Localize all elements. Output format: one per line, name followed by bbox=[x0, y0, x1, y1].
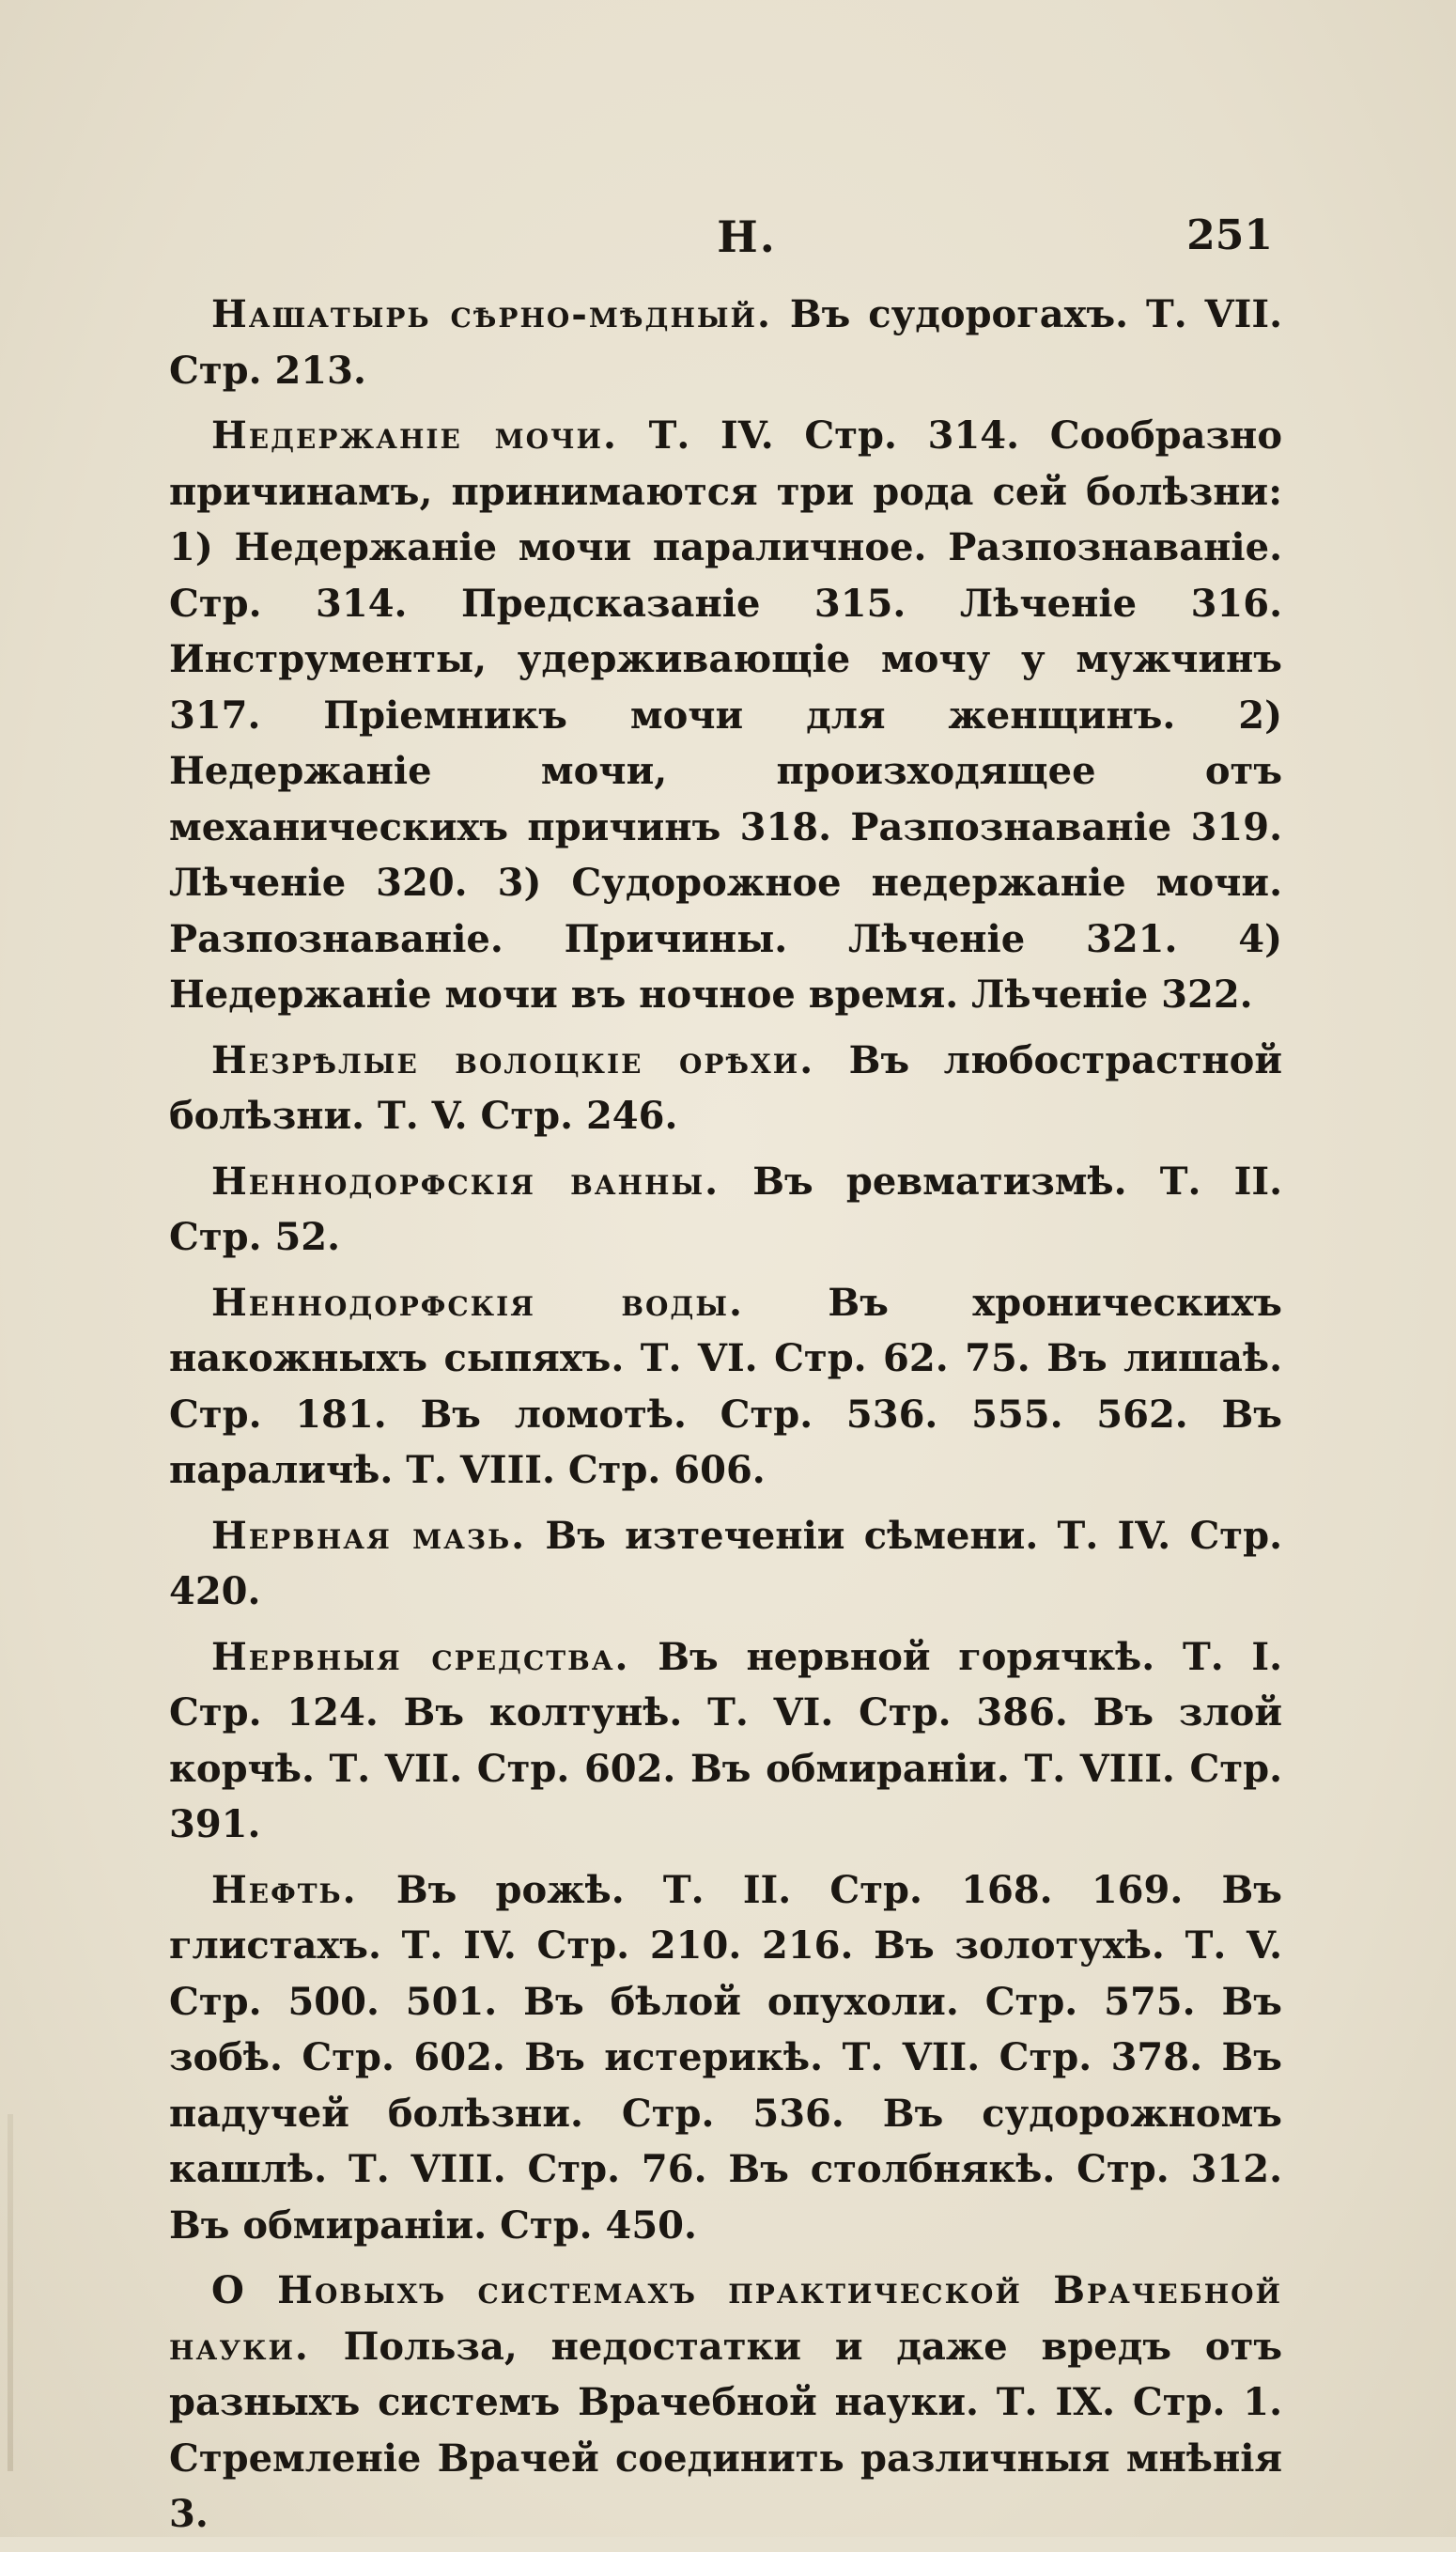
entry-text: Въ судорогахъ. Т. VII. Стр. 213. bbox=[169, 292, 1283, 393]
entry-text: Т. IV. Стр. 314. Сообразно причинамъ, принимаются три рода сей болѣзни: 1) Недержаніе мочи параличное. Разпознаваніе. Стр. 314. Предсказаніе 315. Лѣченіе 316. Инструменты, удерживающіе мочу у мужчинъ 317. Пріемникъ мочи для женщинъ. 2) Недержаніе мочи, произходящее отъ механическихъ причинъ 318. Разпознаваніе 319. Лѣченіе 320. 3) Судорожное недержаніе мочи. Разпознаваніе. Причины. Лѣченіе 321. 4) Недержаніе мочи въ ночное время. Лѣченіе 322. bbox=[169, 413, 1282, 1017]
entry-heading: Нервная мазь. bbox=[211, 1513, 527, 1558]
entry-heading: Недержаніе мочи. bbox=[211, 413, 618, 458]
section-letter: Н. bbox=[717, 211, 777, 262]
entry-text: Въ нервной горячкѣ. Т. I. Стр. 124. Въ колтунѣ. Т. VI. Стр. 386. Въ злой корчѣ. Т. VII. Стр. 602. Въ обмираніи. Т. VIII. Стр. 391. bbox=[169, 1634, 1282, 1846]
entry-text: Въ хроническихъ накожныхъ сыпяхъ. Т. VI. Стр. 62. 75. Въ лишаѣ. Стр. 181. Въ ломотѣ. Стр. 536. 555. 562. Въ параличѣ. Т. VIII. Стр. 606. bbox=[169, 1280, 1282, 1492]
index-text bbox=[169, 287, 1282, 2552]
index-entry bbox=[169, 1154, 1282, 1266]
index-entry bbox=[169, 287, 1282, 398]
entry-text: Въ ревматизмѣ. Т. II. Стр. 52. bbox=[169, 1159, 1283, 1259]
running-header bbox=[211, 211, 1282, 277]
entry-text: Польза, недостатки и даже вредъ отъ разныхъ системъ Врачебной науки. Т. IX. Стр. 1. Стремленіе Врачей соединить различныя мнѣнія 3. bbox=[169, 2324, 1282, 2536]
entry-heading: Нефть. bbox=[211, 1867, 358, 1912]
index-entry bbox=[169, 1629, 1282, 1853]
entry-heading: Нервныя средства. bbox=[211, 1634, 630, 1679]
index-entry bbox=[169, 1862, 1282, 2254]
entry-heading: Нашатырь сѣрно-мѣдный. bbox=[211, 292, 772, 336]
margin-edge bbox=[8, 2114, 13, 2471]
entry-text: Въ любострастной болѣзни. Т. V. Стр. 246. bbox=[169, 1037, 1282, 1138]
entry-text: Въ изтеченіи сѣмени. Т. IV. Стр. 420. bbox=[169, 1513, 1282, 1613]
index-entry bbox=[169, 1275, 1282, 1499]
entry-heading: Неннодорфскія ванны. bbox=[211, 1159, 720, 1204]
index-entry bbox=[169, 1033, 1282, 1144]
entry-heading: О Новыхъ системахъ практической Врачебной науки. bbox=[169, 2268, 1282, 2369]
entry-heading: Неннодорфскія воды. bbox=[211, 1280, 744, 1325]
entry-text: Въ рожѣ. Т. II. Стр. 168. 169. Въ глистахъ. Т. IV. Стр. 210. 216. Въ золотухѣ. Т. V. Стр. 500. 501. Въ бѣлой опухоли. Стр. 575. Въ зобѣ. Стр. 602. Въ истерикѣ. Т. VII. Стр. 378. Въ падучей болѣзни. Стр. 536. Въ судорожномъ кашлѣ. Т. VIII. Стр. 76. Въ столбнякѣ. Стр. 312. Въ обмираніи. Стр. 450. bbox=[169, 1867, 1282, 2248]
index-entry bbox=[169, 2263, 1282, 2543]
page-number: 251 bbox=[1186, 211, 1273, 259]
index-entry bbox=[169, 408, 1282, 1023]
index-entry bbox=[169, 1508, 1282, 1620]
entry-heading: Незрѣлые волоцкіе орѣхи. bbox=[211, 1037, 815, 1082]
